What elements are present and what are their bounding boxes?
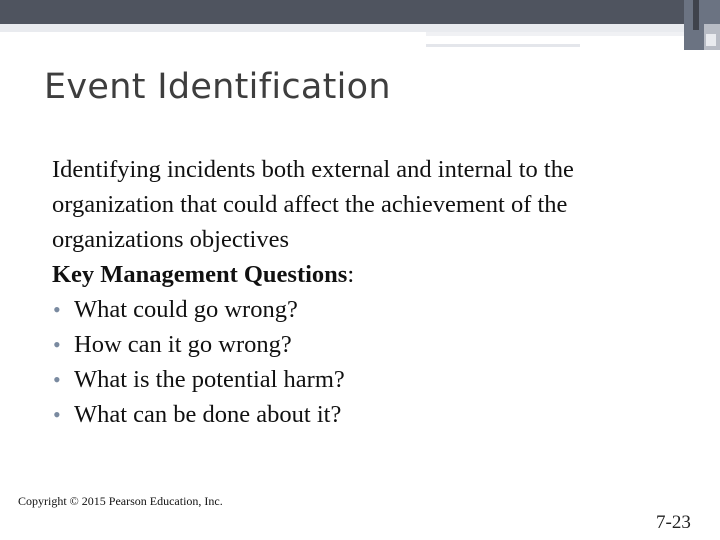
key-questions-colon: : bbox=[347, 261, 355, 288]
definition-paragraph: Identifying incidents both external and internal to the organization that could affect the achievement of the organizations objectives bbox=[52, 156, 574, 253]
list-item bbox=[52, 362, 692, 397]
key-questions-heading bbox=[52, 257, 692, 292]
question-text: What can be done about it? bbox=[74, 401, 342, 428]
question-text: How can it go wrong? bbox=[74, 331, 292, 358]
bullet-icon: • bbox=[53, 402, 61, 427]
bullet-icon: • bbox=[53, 297, 61, 322]
bullet-icon: • bbox=[53, 367, 61, 392]
question-list bbox=[52, 292, 692, 432]
header-band bbox=[0, 0, 720, 24]
list-item bbox=[52, 292, 692, 327]
slide-body bbox=[52, 152, 692, 432]
copyright-footer: Copyright © 2015 Pearson Education, Inc. bbox=[18, 494, 223, 508]
question-text: What could go wrong? bbox=[74, 296, 298, 323]
corner-decoration-notch bbox=[706, 34, 716, 46]
list-item bbox=[52, 397, 692, 432]
header-accent-line bbox=[426, 32, 720, 36]
slide-title: Event Identification bbox=[44, 67, 391, 107]
page-number: 7-23 bbox=[656, 512, 691, 533]
header-rule bbox=[0, 24, 720, 32]
corner-decoration-bar bbox=[693, 0, 699, 30]
key-questions-label: Key Management Questions bbox=[52, 261, 348, 288]
question-text: What is the potential harm? bbox=[74, 366, 345, 393]
header-accent-line-short bbox=[426, 44, 580, 47]
list-item bbox=[52, 327, 692, 362]
bullet-icon: • bbox=[53, 332, 61, 357]
